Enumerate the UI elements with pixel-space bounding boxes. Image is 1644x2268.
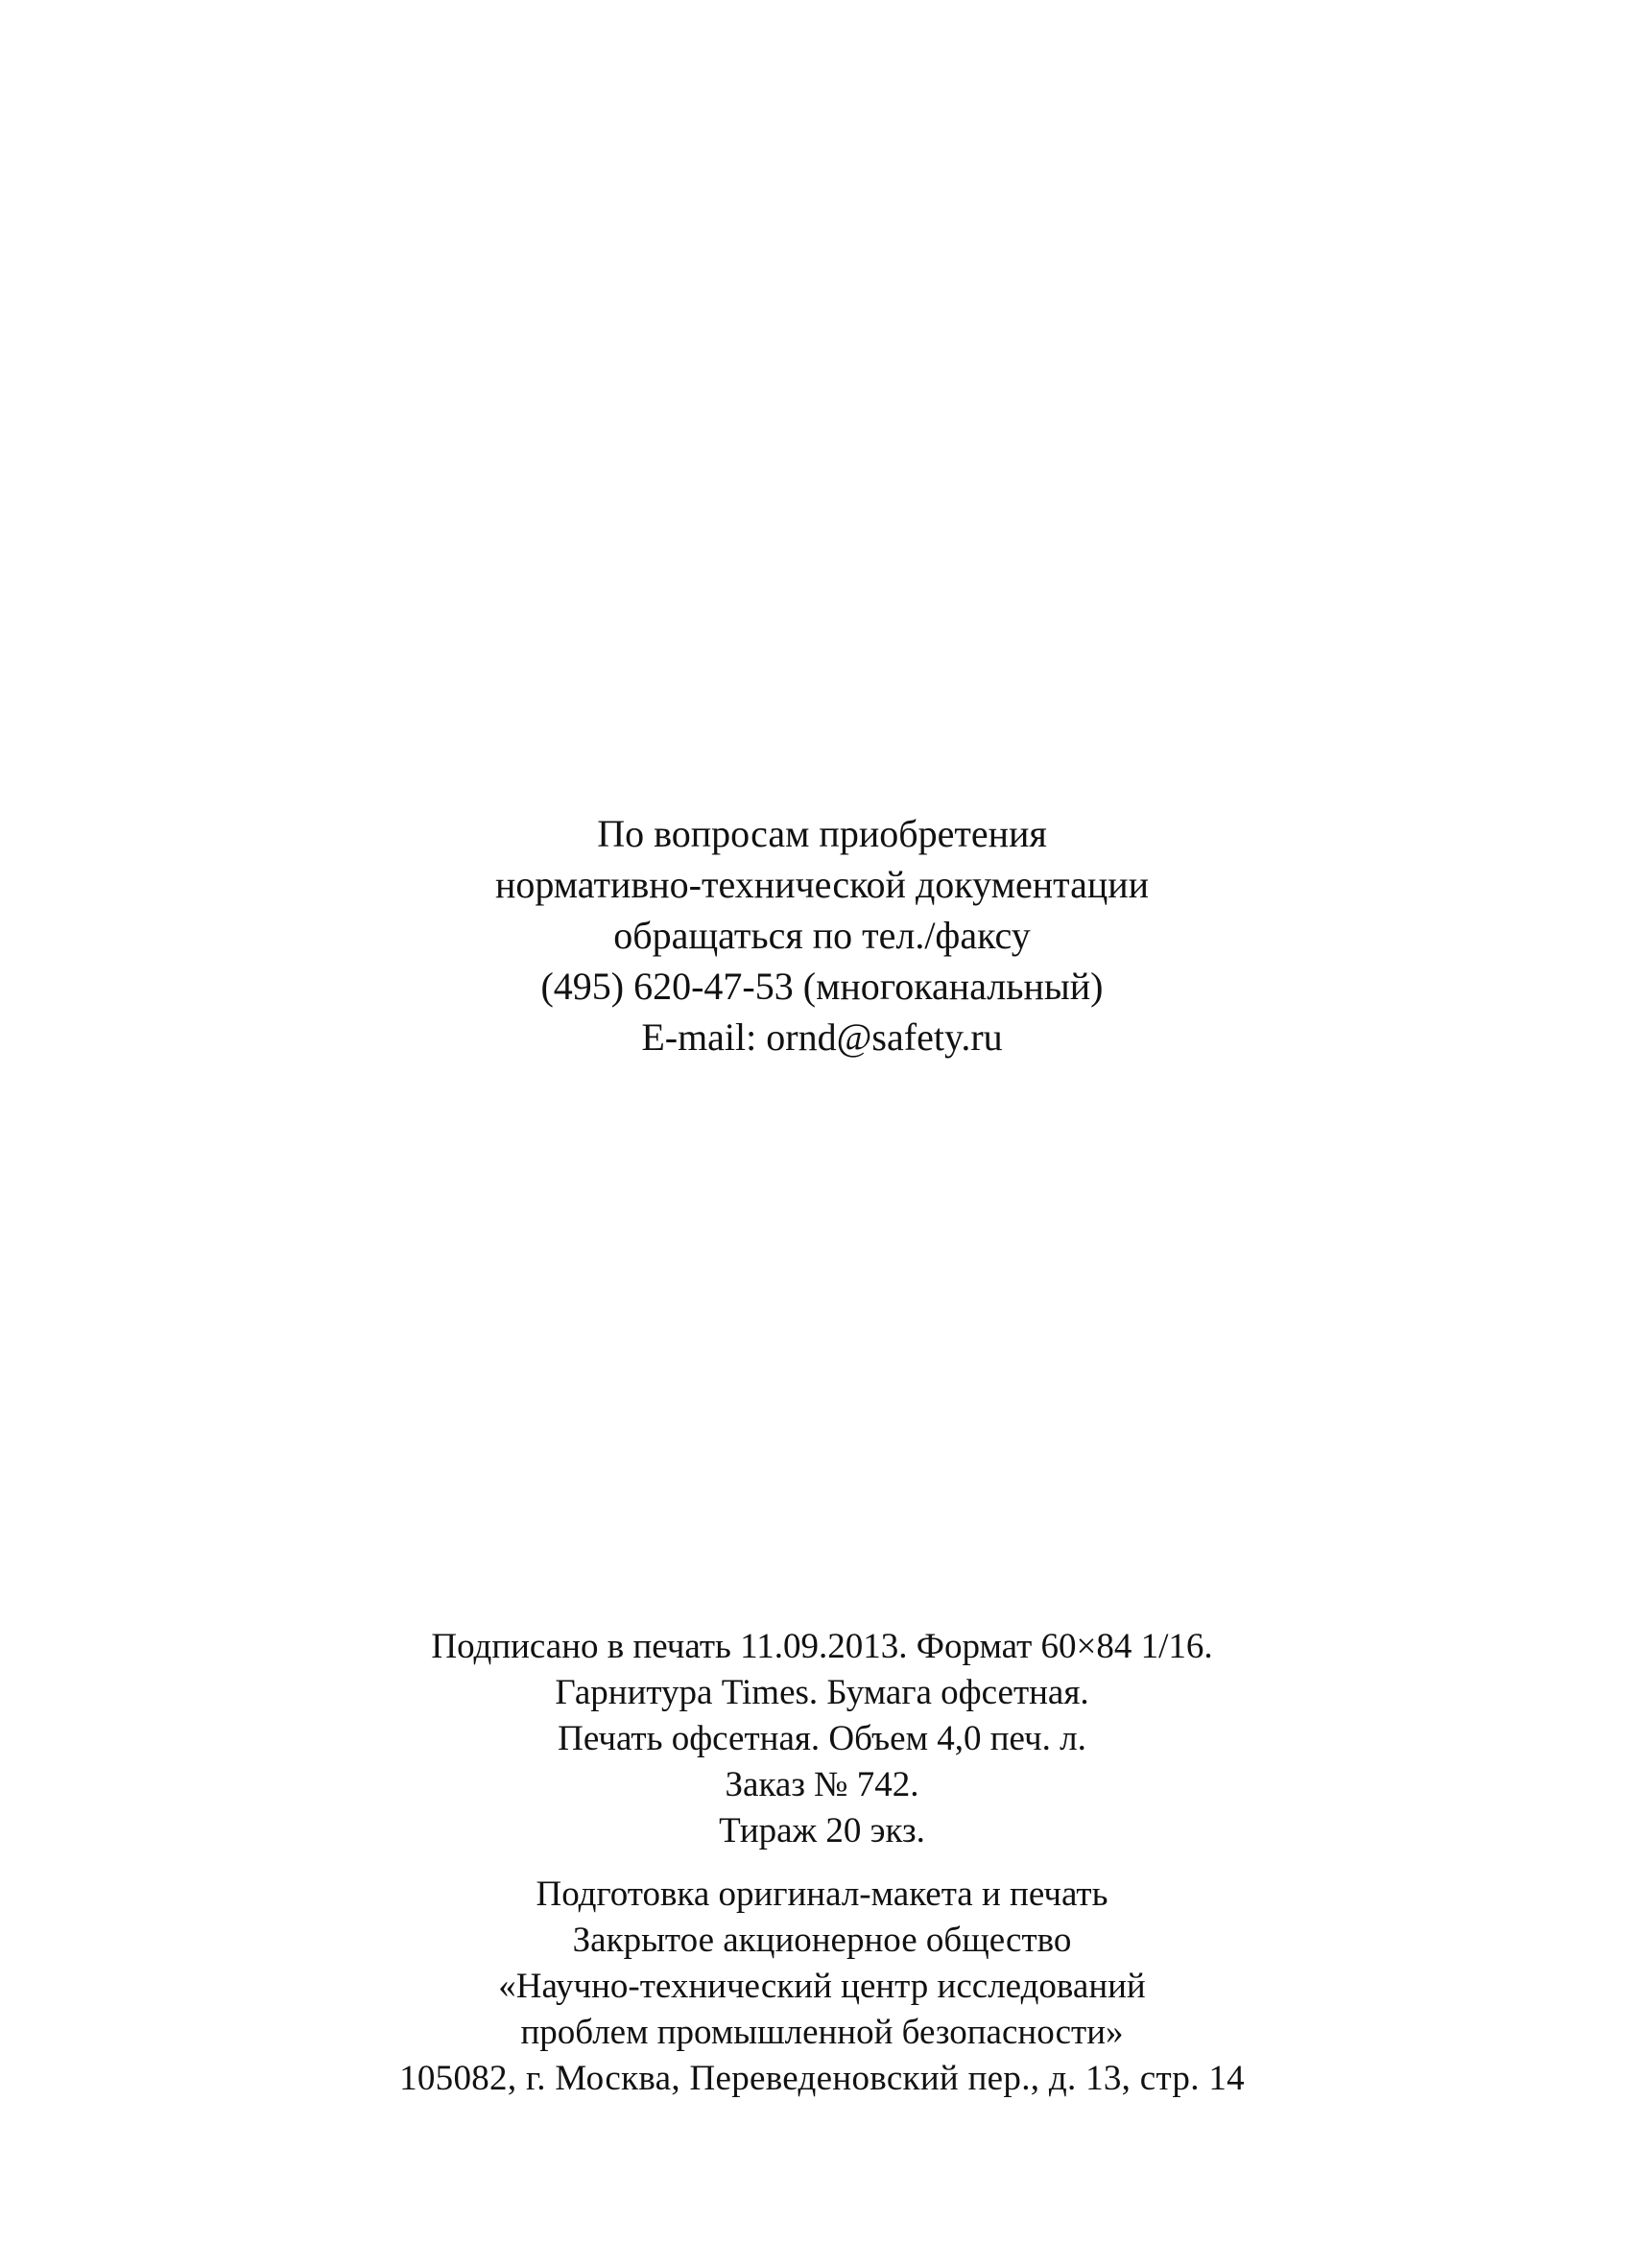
- imprint-typeface-paper: Гарнитура Times. Бумага офсетная.: [555, 1673, 1089, 1712]
- contacts-email: E-mail: ornd@safety.ru: [641, 1015, 1003, 1059]
- printer-company-name-2: проблем промышленной безопасности»: [520, 2013, 1124, 2052]
- contacts-line-instruction: обращаться по тел./факсу: [613, 914, 1031, 957]
- purchase-contacts-block: [0, 808, 1644, 1062]
- contacts-phone: (495) 620-47-53 (многоканальный): [540, 965, 1104, 1008]
- imprint-order-number: Заказ № 742.: [725, 1765, 919, 1804]
- imprint-signed-format: Подписано в печать 11.09.2013. Формат 60×84 1/16.: [431, 1627, 1213, 1666]
- imprint-block: [0, 1624, 1644, 1854]
- imprint-print-volume: Печать офсетная. Объем 4,0 печ. л.: [558, 1719, 1086, 1758]
- printer-role: Подготовка оригинал-макета и печать: [536, 1874, 1108, 1914]
- imprint-print-run: Тираж 20 экз.: [719, 1811, 925, 1850]
- contacts-line-subject: нормативно-технической документации: [494, 863, 1150, 906]
- printer-address: 105082, г. Москва, Переведеновский пер., д. 13, стр. 14: [399, 2059, 1245, 2098]
- contacts-line-intro: По вопросам приобретения: [597, 812, 1047, 855]
- printer-info-block: [0, 1872, 1644, 2102]
- printer-company-type: Закрытое акционерное общество: [572, 1921, 1072, 1960]
- printer-company-name-1: «Научно-технический центр исследований: [498, 1967, 1146, 2006]
